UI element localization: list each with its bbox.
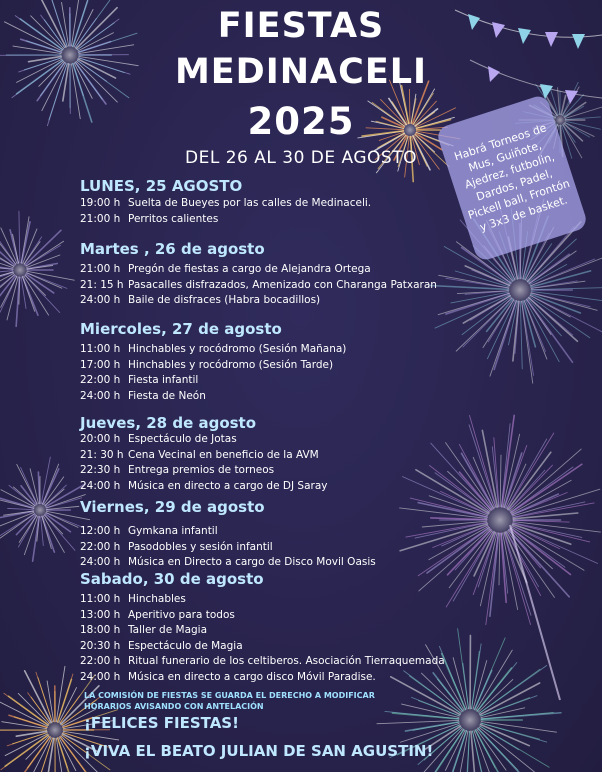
event-row (80, 293, 437, 309)
events-sabado (80, 592, 445, 685)
event-time: 12:00 h (80, 525, 121, 537)
events-martes (80, 262, 437, 309)
event-row (80, 592, 445, 608)
event-text: Aperitivo para todos (128, 608, 235, 621)
event-text: Pasacalles disfrazados, Amenizado con Charanga Patxaran (128, 278, 437, 291)
event-row (80, 639, 445, 655)
event-time: 21:00 h (80, 263, 121, 275)
event-time: 22:00 h (80, 540, 121, 553)
event-row (80, 623, 445, 639)
event-text: Fiesta infantil (128, 374, 199, 386)
event-time: 22:00 h (80, 374, 121, 386)
title-year: 2025 (247, 100, 355, 143)
event-text: Taller de Magia (128, 624, 208, 636)
event-time: 20:30 h (80, 639, 121, 652)
event-time: 11:00 h (80, 343, 121, 355)
event-time: 21: 15 h (80, 278, 124, 291)
event-text: Música en directo a cargo disco Móvil Paradise. (128, 670, 376, 683)
event-time: 24:00 h (80, 294, 121, 306)
events-miercoles (80, 342, 346, 404)
disclaimer-note: LA COMISIÓN DE FIESTAS SE GUARDA EL DERECHO A MODIFICAR HORARIOS AVISANDO CON ANTELACIÓN (84, 691, 375, 711)
event-row (80, 212, 371, 228)
events-viernes (80, 524, 376, 571)
event-row (80, 524, 376, 540)
event-time: 17:00 h (80, 358, 121, 371)
event-time: 24:00 h (80, 670, 121, 683)
date-range: DEL 26 AL 30 DE AGOSTO (185, 148, 417, 168)
event-time: 22:00 h (80, 655, 121, 667)
event-text: Pregón de fiestas a cargo de Alejandra Ortega (128, 263, 371, 275)
event-text: Hinchables (128, 593, 186, 605)
event-row (80, 342, 346, 358)
event-row (80, 608, 445, 624)
event-time: 24:00 h (80, 556, 121, 568)
day-heading-miercoles: Miercoles, 27 de agosto (80, 320, 282, 338)
event-text: Gymkana infantil (128, 525, 218, 537)
event-time: 13:00 h (80, 608, 121, 621)
event-row (80, 358, 346, 374)
day-heading-lunes: LUNES, 25 AGOSTO (80, 177, 243, 195)
title-medinaceli: MEDINACELI (174, 52, 428, 92)
event-text: Hinchables y rocódromo (Sesión Mañana) (128, 343, 347, 355)
event-text: Baile de disfraces (Habra bocadillos) (128, 294, 321, 306)
events-jueves (80, 432, 327, 494)
felices-fiestas: ¡FELICES FIESTAS! (84, 714, 239, 732)
events-lunes (80, 196, 371, 227)
viva-beato: ¡VIVA EL BEATO JULIAN DE SAN AGUSTIN! (84, 742, 434, 760)
event-text: Espectáculo de Magia (128, 639, 243, 652)
day-heading-martes: Martes , 26 de agosto (80, 240, 265, 258)
event-text: Pasodobles y sesión infantil (128, 540, 273, 553)
event-time: 20:00 h (80, 433, 121, 445)
event-time: 11:00 h (80, 593, 121, 605)
event-row (80, 389, 346, 405)
event-time: 21:00 h (80, 212, 121, 225)
event-text: Música en directo a cargo de DJ Saray (128, 479, 328, 492)
event-row (80, 540, 376, 556)
event-text: Suelta de Bueyes por las calles de Medinaceli. (128, 197, 372, 209)
event-row (80, 373, 346, 389)
event-text: Perritos calientes (128, 212, 219, 225)
event-time: 24:00 h (80, 389, 121, 402)
event-row (80, 670, 445, 686)
event-row (80, 196, 371, 212)
event-text: Entrega premios de torneos (128, 464, 275, 476)
event-time: 24:00 h (80, 479, 121, 492)
day-heading-viernes: Viernes, 29 de agosto (80, 498, 265, 516)
event-text: Hinchables y rocódromo (Sesión Tarde) (128, 358, 334, 371)
event-time: 18:00 h (80, 624, 121, 636)
event-row (80, 479, 327, 495)
event-row (80, 463, 327, 479)
event-text: Espectáculo de Jotas (128, 433, 237, 445)
event-text: Cena Vecinal en beneficio de la AVM (128, 448, 319, 461)
day-heading-sabado: Sabado, 30 de agosto (80, 570, 264, 588)
event-text: Música en Directo a cargo de Disco Movil Oasis (128, 556, 376, 568)
event-text: Ritual funerario de los celtiberos. Asociación Tierraquemada (128, 655, 445, 667)
event-row (80, 555, 376, 571)
tournaments-callout: Habrá Torneos de Mus, Guiñote, Ajedrez, futbolin, Dardos, Padel, Pickell ball, Frontón y 3x3 de basket. (435, 94, 589, 263)
event-text: Fiesta de Neón (128, 389, 206, 402)
event-row (80, 654, 445, 670)
event-row (80, 278, 437, 294)
event-row (80, 448, 327, 464)
title-fiestas: FIESTAS (217, 6, 385, 46)
event-time: 19:00 h (80, 197, 121, 209)
event-row (80, 262, 437, 278)
event-time: 21: 30 h (80, 448, 124, 461)
event-time: 22:30 h (80, 464, 121, 476)
day-heading-jueves: Jueves, 28 de agosto (80, 414, 257, 432)
event-row (80, 432, 327, 448)
